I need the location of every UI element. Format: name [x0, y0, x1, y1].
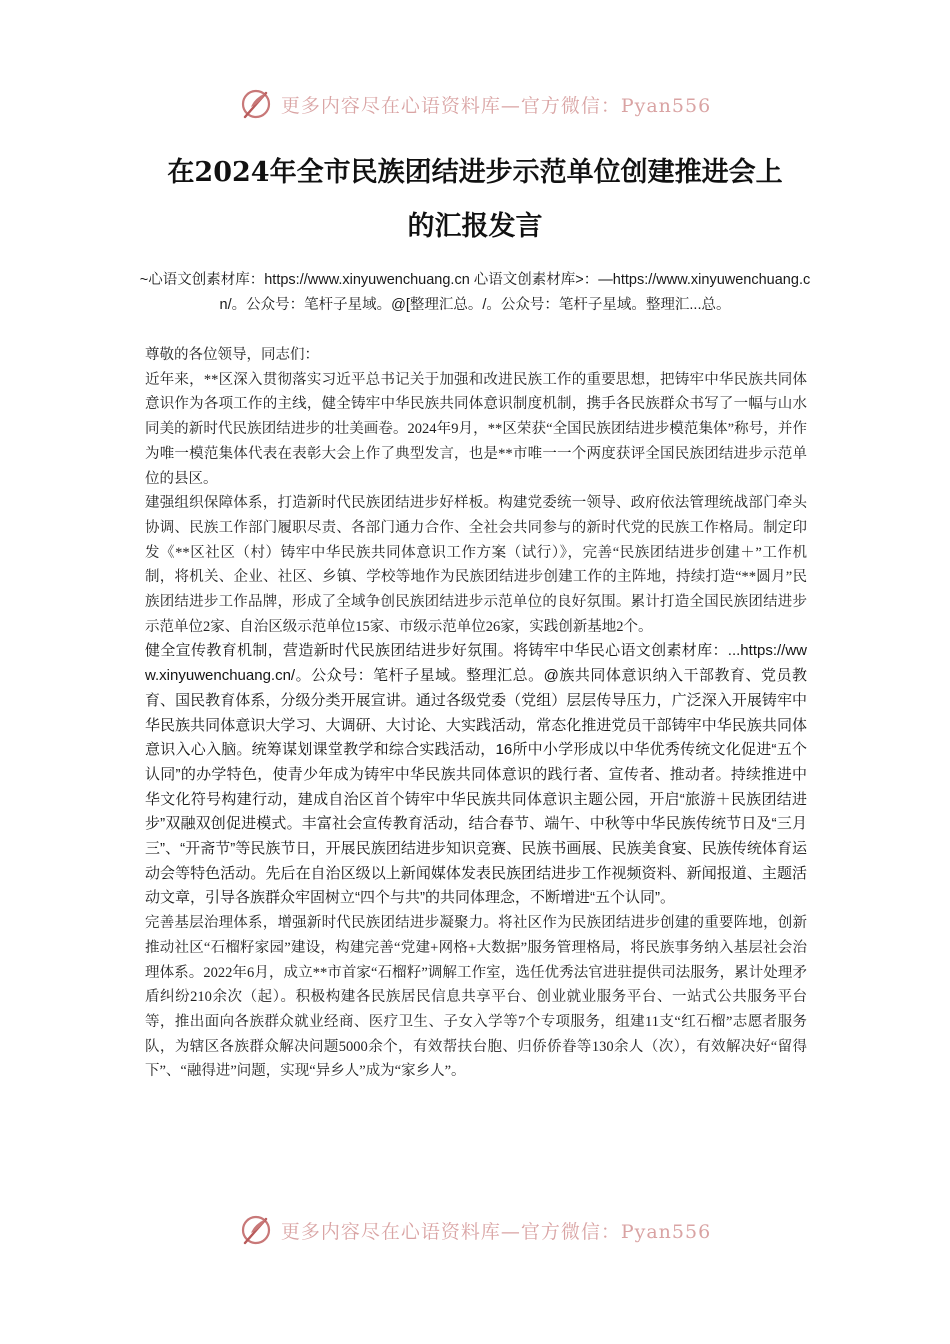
document-title	[100, 146, 850, 254]
title-line-2: 的汇报发言	[407, 211, 543, 242]
feather-pen-logo-icon	[239, 87, 273, 121]
governance-paragraph: 完善基层治理体系，增强新时代民族团结进步凝聚力。将社区作为民族团结进步创建的重要阵地，创新推动社区“石榴籽家园”建设，构建完善“党建+网格+大数据”服务管理格局，将民族事务纳入基层社会治理体系。2022年6月，成立**市首家“石榴籽”调解工作室，选任优秀法官进驻提供司法服务，累计处理矛盾纠纷210余次（起）。积极构建各民族居民信息共享平台、创业就业服务平台、一站式公共服务平台等，推出面向各族群众就业经商、医疗卫生、子女入学等7个专项服务，组建11支“红石榴”志愿者服务队，为辖区各族群众解决问题5000余个，有效帮扶台胞、归侨侨眷等130余人（次），有效解决好“留得下”、“融得进”问题，实现“异乡人”成为“家乡人”。	[145, 915, 807, 1080]
organization-paragraph: 建强组织保障体系，打造新时代民族团结进步好样板。构建党委统一领导、政府依法管理统战部门牵头协调、民族工作部门履职尽责、各部门通力合作、全社会共同参与的新时代党的民族工作格局。制定印发《**区社区（村）铸牢中华民族共同体意识工作方案（试行）》，完善“民族团结进步创建＋”工作机制，将机关、企业、社区、乡镇、学校等地作为民族团结进步创建工作的主阵地，持续打造“**圆月”民族团结进步工作品牌，形成了全域争创民族团结进步示范单位的良好氛围。累计打造全国民族团结进步示范单位2家、自治区级示范单位15家、市级示范单位26家，实践创新基地2个。	[145, 495, 807, 635]
document-body	[145, 343, 807, 1084]
education-paragraph: 健全宣传教育机制，营造新时代民族团结进步好氛围。将铸牢中华民心语文创素材库：...https://www.xinyuwenchuang.cn/。公众号：笔杆子星域。整理汇总。@族共同体意识纳入干部教育、党员教育、国民教育体系，分级分类开展宣讲。通过各级党委（党组）层层传导压力，广泛深入开展铸牢中华民族共同体意识大学习、大调研、大讨论、大实践活动，常态化推进党员干部铸牢中华民族共同体意识入心入脑。统筹谋划课堂教学和综合实践活动，16所中小学形成以中华优秀传统文化促进“五个认同”的办学特色，使青少年成为铸牢中华民族共同体意识的践行者、宣传者、推动者。持续推进中华文化符号构建行动，建成自治区首个铸牢中华民族共同体意识主题公园，开启“旅游＋民族团结进步”双融双创促进模式。丰富社会宣传教育活动，结合春节、端午、中秋等中华民族传统节日及“三月三”、“开斋节”等民族节日，开展民族团结进步知识竞赛、民族书画展、民族美食宴、民族传统体育运动会等特色活动。先后在自治区级以上新闻媒体发表民族团结进步工作视频资料、新闻报道、主题活动文章，引导各族群众牢固树立“四个与共”的共同体理念，不断增进“五个认同”。	[145, 642, 807, 907]
intro-paragraph: 近年来，**区深入贯彻落实习近平总书记关于加强和改进民族工作的重要思想，把铸牢中华民族共同体意识作为各项工作的主线，健全铸牢中华民族共同体意识制度机制，携手各民族群众书写了一幅与山水同美的新时代民族团结进步的壮美画卷。2024年9月，**区荣获“全国民族团结进步模范集体”称号，并作为唯一模范集体代表在表彰大会上作了典型发言，也是**市唯一一个两度获评全国民族团结进步示范单位的县区。	[145, 371, 807, 487]
watermark-text: 更多内容尽在心语资料库—官方微信：Pyan556	[280, 1220, 712, 1243]
source-note: ~心语文创素材库：https://www.xinyuwenchuang.cn 心语文创素材库>：—https://www.xinyuwenchuang.cn/。公众号：笔杆子星域。@[整理汇总。/。公众号：笔杆子星域。整理汇...总。	[139, 272, 811, 313]
watermark-text: 更多内容尽在心语资料库—官方微信：Pyan556	[280, 94, 712, 117]
header-watermark-banner	[0, 84, 950, 124]
footer-watermark-banner	[0, 1210, 950, 1250]
salutation: 尊敬的各位领导，同志们：	[145, 347, 319, 363]
feather-pen-logo-icon	[239, 1213, 273, 1247]
title-line-1: 在2024年全市民族团结进步示范单位创建推进会上	[167, 157, 783, 188]
